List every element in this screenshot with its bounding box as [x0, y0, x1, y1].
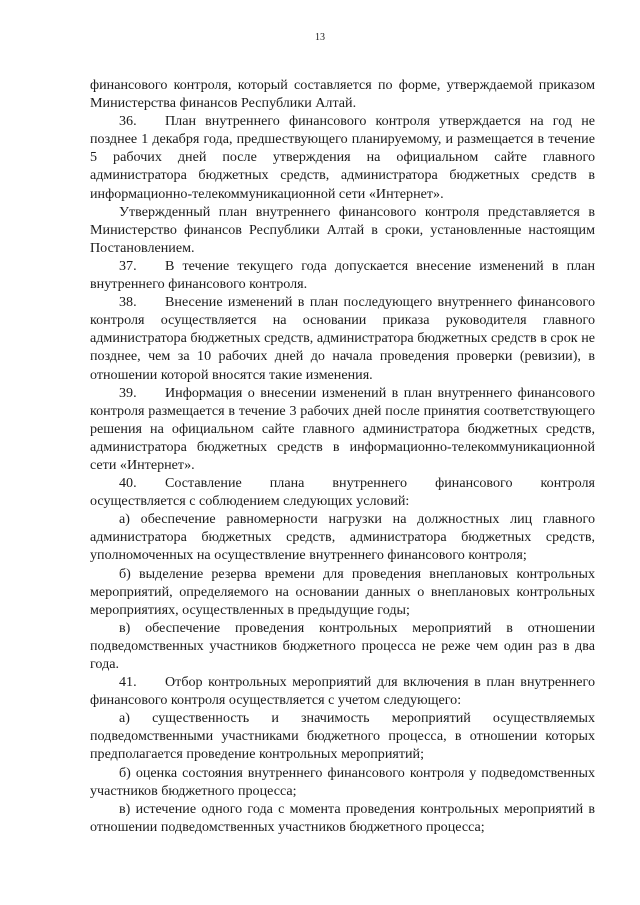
clause-number: 40. [119, 475, 137, 492]
paragraph-text: Информация о внесении изменений в план внутреннего финансового контроля размещается в течение 3 рабочих дней после принятия соответствующего решения на официальном сайте главного администратора бюджетных средств, администратора бюджетных средств в информационно-телекоммуникационной сети «Интернет». [90, 384, 595, 473]
paragraph-text: Составление плана внутреннего финансового контроля осуществляется с соблюдением следующих условий: [90, 475, 595, 510]
paragraph-36 [90, 112, 595, 202]
paragraph-text: План внутреннего финансового контроля утверждается на год не позднее 1 декабря года, предшествующего планируемому, и размещается в течение 5 рабочих дней после утверждения на официальном сайте главного администратора бюджетных средств, администратора бюджетных средств в информационно-телекоммуникационной сети «Интернет». [90, 113, 595, 202]
document-body [90, 76, 595, 836]
paragraph-text: Внесение изменений в план последующего внутреннего финансового контроля осуществляется на основании приказа руководителя главного администратора бюджетных средств, администратора бюджетных средств в срок не позднее, чем за 10 рабочих дней до начала проведения проверки (ревизии), в отношении которой вносятся такие изменения. [90, 294, 595, 383]
clause-number: 37. [119, 257, 137, 274]
paragraph-40 [90, 474, 595, 510]
clause-number: 41. [119, 674, 137, 691]
paragraph-text: а) обеспечение равномерности нагрузки на должностных лиц главного администратора бюджетных средств, администратора бюджетных средств, уполномоченных на осуществление внутреннего финансового контроля; [90, 511, 595, 564]
paragraph-text: в) обеспечение проведения контрольных мероприятий в отношении подведомственных участников бюджетного процесса не реже чем один раз в два года. [90, 619, 595, 672]
paragraph-text: финансового контроля, который составляется по форме, утверждаемой приказом Министерства финансов Республики Алтай. [90, 77, 595, 112]
paragraph-39 [90, 384, 595, 474]
clause-number: 38. [119, 294, 137, 311]
paragraph-text: б) выделение резерва времени для проведения внеплановых контрольных мероприятий, определяемого на основании данных о внеплановых контрольных мероприятиях, осуществленных в предыдущие годы; [90, 565, 595, 618]
paragraph-40-item-a [90, 510, 595, 564]
paragraph-36-plan-submission [90, 203, 595, 257]
paragraph-37 [90, 257, 595, 293]
paragraph-text: в) истечение одного года с момента проведения контрольных мероприятий в отношении подведомственных участников бюджетного процесса; [90, 800, 595, 835]
paragraph-41-item-a [90, 709, 595, 763]
paragraph-text: Утвержденный план внутреннего финансового контроля представляется в Министерство финансов Республики Алтай в сроки, установленные настоящим Постановлением. [90, 203, 595, 256]
clause-number: 36. [119, 113, 137, 130]
paragraph-text: б) оценка состояния внутреннего финансового контроля у подведомственных участников бюджетного процесса; [90, 764, 595, 799]
clause-number: 39. [119, 384, 137, 401]
paragraph-41-item-c [90, 800, 595, 836]
paragraph-text: а) существенность и значимость мероприятий осуществляемых подведомственными участниками бюджетного процесса, в отношении которых предполагается проведение контрольных мероприятий; [90, 710, 595, 763]
paragraph-41-item-b [90, 764, 595, 800]
paragraph-41 [90, 673, 595, 709]
paragraph-text: Отбор контрольных мероприятий для включения в план внутреннего финансового контроля осуществляется с учетом следующего: [90, 674, 595, 709]
paragraph-40-item-b [90, 565, 595, 619]
paragraph-40-item-c [90, 619, 595, 673]
page-number: 13 [315, 32, 325, 43]
paragraph-continuation [90, 76, 595, 112]
paragraph-38 [90, 293, 595, 383]
paragraph-text: В течение текущего года допускается внесение изменений в план внутреннего финансового контроля. [90, 257, 595, 293]
